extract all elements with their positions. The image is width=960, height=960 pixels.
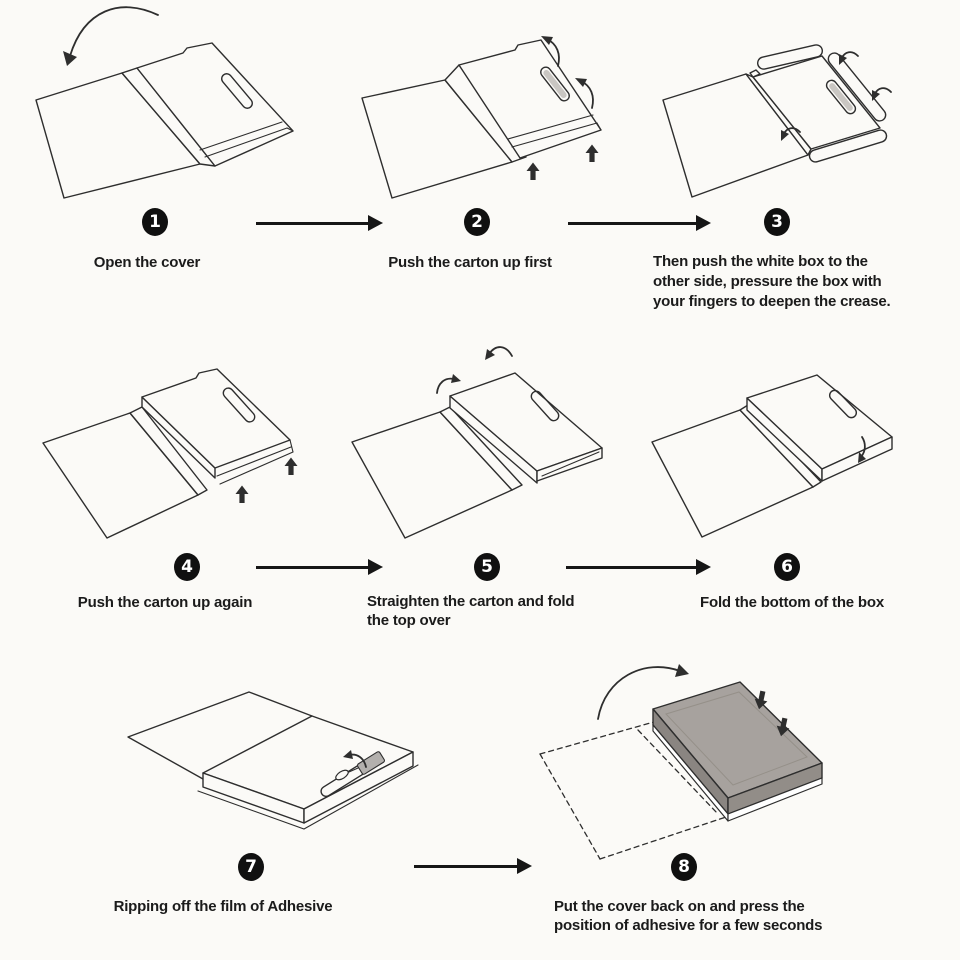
fold-curved-arrow-icon [485,347,512,360]
step-4-badge [174,553,200,581]
step-5-number: 5 [481,556,493,577]
caption-line: your fingers to deepen the crease. [653,293,891,310]
caption-line: other side, pressure the box with [653,273,882,290]
step-1-number: 1 [149,211,161,232]
step-2-caption [355,253,585,273]
caption-line: position of adhesive for a few seconds [554,917,823,934]
caption-line: the top over [367,612,451,629]
step-1-caption [37,253,257,273]
step-2-badge [464,208,490,236]
step-8-badge [671,853,697,881]
caption-line: Open the cover [93,254,201,271]
step-7-illustration [100,660,440,860]
caption-line: Put the cover back on and press the [554,898,805,915]
step-5-illustration [330,330,650,545]
step-6-illustration [640,330,960,545]
step-5-caption [367,592,637,630]
step-4-caption [45,593,285,613]
step-3-badge [764,208,790,236]
push-up-arrow-icon [285,458,298,476]
push-up-arrow-icon [586,145,599,163]
step-2-illustration [330,0,650,210]
fold-curved-arrow-icon [437,374,461,393]
step-4-illustration [0,330,320,545]
step-6-caption [677,593,907,613]
step-4-number: 4 [181,556,193,577]
push-up-arrow-icon [527,163,540,181]
open-curved-arrow-icon [63,7,158,66]
step-6-number: 6 [781,556,793,577]
flow-arrow-4-5 [256,566,368,569]
flow-arrow-2-3 [568,222,696,225]
caption-line: Ripping off the film of Adhesive [113,898,333,915]
push-up-arrow-icon [236,486,249,504]
caption-line: Push the carton up first [388,254,552,271]
step-7-number: 7 [245,856,257,877]
step-8-number: 8 [678,856,690,877]
caption-line: Straighten the carton and fold [367,593,575,610]
flow-arrow-5-6 [566,566,696,569]
step-7-caption [97,897,349,917]
step-8-caption [554,897,904,935]
step-7-badge [238,853,264,881]
step-2-number: 2 [471,211,483,232]
flow-arrow-7-8 [414,865,517,868]
step-8-illustration [520,650,960,865]
step-1-illustration [0,0,320,210]
step-5-badge [474,553,500,581]
step-1-badge [142,208,168,236]
caption-line: Fold the bottom of the box [700,594,884,611]
step-6-badge [774,553,800,581]
caption-line: Push the carton up again [77,594,253,611]
step-3-caption [653,252,953,312]
step-3-illustration [640,0,960,210]
step-3-number: 3 [771,211,783,232]
flow-arrow-1-2 [256,222,368,225]
caption-line: Then push the white box to the [653,253,868,270]
